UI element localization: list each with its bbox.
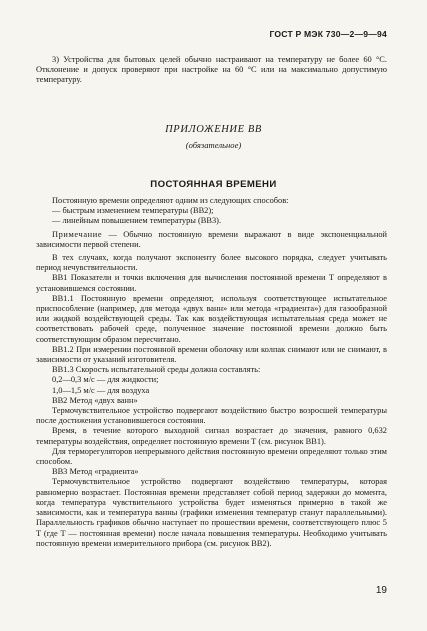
appendix-subtitle: (обязательное) [185, 140, 242, 150]
paragraph-bb2-text-1: Термочувствительное устройство подвергают воздействию быстро возросшей температуры после достижения установившегося состояния. [36, 406, 387, 426]
note-label: Примечание [52, 229, 103, 239]
paragraph-bb1: ВВ1 Показатели и точки включения для вычисления постоянной времени Т определяют в установившемся состоянии. [36, 273, 387, 293]
paragraph-cases: В тех случаях, когда получают экспоненту более высокого порядка, следует учитывать период нечувствительности. [36, 253, 387, 273]
page-number: 19 [375, 585, 387, 596]
note-paragraph [36, 230, 387, 250]
appendix-title: ПРИЛОЖЕНИЕ ВВ [165, 124, 262, 135]
paragraph-bb2-text-3: Для терморегуляторов непрерывного действия постоянную времени определяют только этим способом. [36, 446, 387, 467]
method-item-1: — быстрым изменением температуры (ВВ2); [52, 206, 214, 216]
speed-air: 1,0—1,5 м/с — для воздуха [52, 385, 150, 395]
note-text: — Обычно постоянную времени выражают в виде экспоненциальной зависимости первой степени. [36, 229, 387, 249]
footnote [36, 55, 387, 86]
paragraph-intro: Постоянную времени определяют одним из следующих способов: [52, 196, 289, 205]
paragraph-bb1-1: ВВ1.1 Постоянную времени определяют, используя соответствующее испытательное приспособление (например, для метода «двух ванн» или метода «градиента») для газообразной или жидкой воздействующей среды. Так как воздействующая испытательная среда может не соответствовать рабочей среде, полученное значение постоянной времени должно быть соответствующим образом пересчитано. [36, 293, 387, 344]
paragraph-bb1-3: ВВ1.3 Скорость испытательной среды должна составлять: [52, 365, 261, 375]
footnote-text: 3) Устройства для бытовых целей обычно настраивают на температуру не более 60 °C. Отклонение и допуск проверяют при настройке на 60 °C или на максимально допустимую температуру. [36, 55, 387, 85]
paragraph-bb2: ВВ2 Метод «двух ванн» [52, 395, 138, 405]
standard-header: ГОСТ Р МЭК 730—2—9—94 [269, 29, 387, 39]
section-title: ПОСТОЯННАЯ ВРЕМЕНИ [150, 179, 277, 190]
speed-liquid: 0,2—0,3 м/с — для жидкости; [52, 375, 159, 385]
paragraph-bb3-text: Термочувствительное устройство подвергают воздействию температуры, которая равномерно возрастает. Постоянная времени представляет собой период задержки до момента, когда температура чувствительного устройства будет изменяться примерно в такой же зависимости, как и температура ванны (графики изменения температур станут параллельными). Параллельность графиков обычно наступает по прошествии времени, соответствующего плюс 5 Т (где Т — постоянная времени) после начала повышения температуры. Необходимо учитывать постоянную времени измерительного прибора (см. рисунок ВВ2). [36, 477, 387, 548]
main-text [36, 196, 387, 549]
method-item-2: — линейным повышением температуры (ВВ3). [52, 216, 222, 226]
paragraph-bb2-text-2: Время, в течение которого выходной сигнал возрастает до значения, равного 0,632 температуры воздействия, определяет постоянную времени Т (см. рисунок ВВ1). [36, 426, 387, 446]
paragraph-bb1-2: ВВ1.2 При измерении постоянной времени оболочку или колпак снимают или не снимают, в зависимости от указаний изготовителя. [36, 344, 387, 365]
paragraph-bb3: ВВ3 Метод «градиента» [52, 467, 139, 477]
